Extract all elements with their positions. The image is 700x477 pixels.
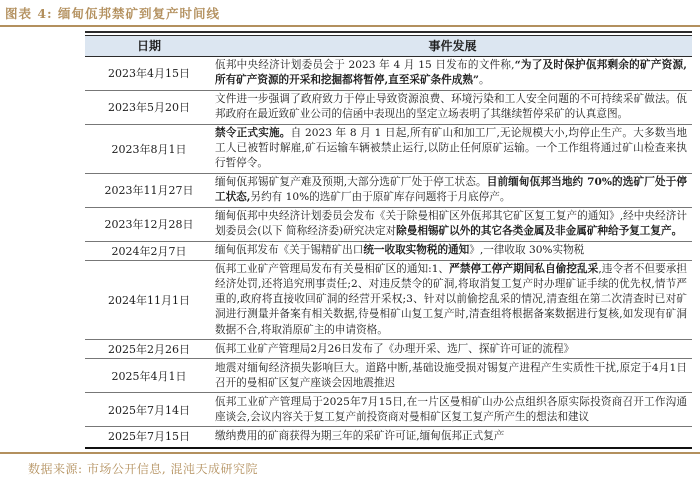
event-description: 佤邦工业矿产管理局发布有关曼相矿区的通知:1、严禁停工停产期间私自偷挖乱采,违令者不但要承担经济处罚,还将追究刑事责任;2、对违反禁令的矿洞,将取消复工复产时办理矿证手续的优先权,情节严重的,政府将直接收回矿洞的经营开采权;3、针对以前偷挖乱采的情况,清查组在第二次清查时已对矿洞进行测量并备案有相关数据,待曼相矿山复工复产时,清查组将根据备案数据进行复核,如发现有矿洞数据不合,将取消原矿主的申请资格。 bbox=[213, 260, 692, 339]
table-row bbox=[85, 241, 692, 260]
timeline-table bbox=[85, 31, 692, 449]
table-row bbox=[85, 173, 692, 207]
event-description: 佤邦工业矿产管理局2月26日发布了《办理开采、选厂、探矿许可证的流程》 bbox=[213, 340, 692, 359]
table-row bbox=[85, 207, 692, 241]
event-date: 2024年11月1日 bbox=[85, 260, 213, 339]
event-date: 2025年7月15日 bbox=[85, 427, 213, 446]
event-date: 2023年8月1日 bbox=[85, 124, 213, 173]
table-row bbox=[85, 260, 692, 339]
data-source: 数据来源: 市场公开信息, 混沌天成研究院 bbox=[28, 461, 258, 476]
table-row bbox=[85, 124, 692, 173]
column-header-event: 事件发展 bbox=[213, 35, 692, 56]
table-header-row bbox=[85, 35, 692, 56]
event-description: 缅甸佤邦锡矿复产难及预期,大部分选矿厂处于停工状态。目前缅甸佤邦当地约 70%的选矿厂处于停工状态,另约有 10%的选矿厂由于原矿库存问题将于月底停产。 bbox=[213, 173, 692, 207]
event-date: 2023年11月27日 bbox=[85, 173, 213, 207]
event-date: 2023年4月15日 bbox=[108, 67, 190, 81]
table-row bbox=[85, 90, 692, 124]
event-description: 缴纳费用的矿商获得为期三年的采矿许可证,缅甸佤邦正式复产 bbox=[213, 427, 692, 446]
event-date: 2025年2月26日 bbox=[85, 340, 213, 359]
event-date: 2023年5月20日 bbox=[85, 90, 213, 124]
table-row bbox=[85, 56, 692, 90]
event-date: 2025年7月14日 bbox=[85, 393, 213, 427]
table-row bbox=[85, 340, 692, 359]
event-date: 2023年12月28日 bbox=[85, 207, 213, 241]
footer-divider bbox=[0, 452, 700, 477]
event-description: 佤邦工业矿产管理局于2025年7月15日,在一片区曼相矿山办公点组织各原实际投资商召开工作沟通座谈会,会议内容关于复工复产前投资商对曼相矿区复工复产所产生的想法和建议 bbox=[213, 393, 692, 427]
event-description: 缅甸佤邦中央经济计划委员会发布《关于除曼相矿区外佤邦其它矿区复工复产的通知》,经中央经济计划委员会(以下 简称经济委)研究决定对除曼相锡矿以外的其它各类金属及非金属矿种给予复工复产。 bbox=[213, 207, 692, 241]
table-row bbox=[85, 427, 692, 446]
event-description: 佤邦中央经济计划委员会于 2023 年 4 月 15 日发布的文件称,“为了及时保护佤邦剩余的矿产资源,所有矿产资源的开采和挖掘都将暂停,直至采矿条件成熟”。 bbox=[215, 59, 687, 87]
table-row bbox=[85, 393, 692, 427]
event-description: 文件进一步强调了政府致力于停止导致资源浪费、环境污染和工人安全问题的不可持续采矿做法。佤邦政府在最近致矿业公司的信函中表现出的坚定立场表明了其继续暂停采矿的认真意图。 bbox=[213, 90, 692, 124]
figure-title: 图表 4: 缅甸佤邦禁矿到复产时间线 bbox=[0, 0, 700, 27]
column-header-date: 日期 bbox=[85, 35, 213, 56]
event-description: 地震对缅甸经济损失影响巨大。道路中断,基础设施受损对锡复产进程产生实质性干扰,原定于4月1日召开的曼相矿区复产座谈会因地震推迟 bbox=[213, 359, 692, 393]
table-row bbox=[85, 359, 692, 393]
event-date: 2024年2月7日 bbox=[85, 241, 213, 260]
event-date: 2025年4月1日 bbox=[85, 359, 213, 393]
event-description: 禁令正式实施。自 2023 年 8 月 1 日起,所有矿山和加工厂,无论规模大小,均停止生产。大多数当地工人已被暂时解雇,矿石运输车辆被禁止运行,以防止任何原矿运输。一个工作组将通过矿山检查来执行暂停令。 bbox=[213, 124, 692, 173]
event-description: 缅甸佤邦发布《关于锡精矿出口统一收取实物税的通知》,一律收取 30%实物税 bbox=[213, 241, 692, 260]
